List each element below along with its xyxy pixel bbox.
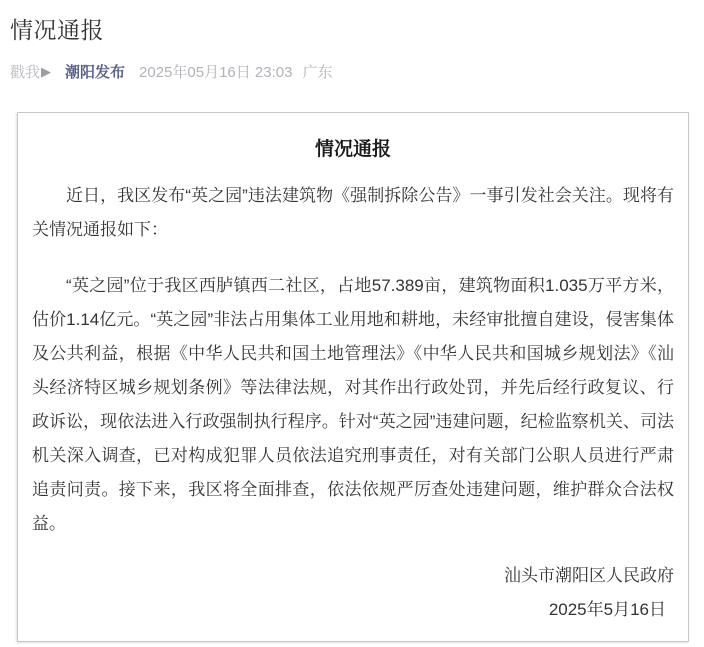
notice-paragraph-1: 近日，我区发布“英之园”违法建筑物《强制拆除公告》一事引发社会关注。现将有关情况通报如下： xyxy=(32,186,674,239)
page-title: 情况通报 xyxy=(10,17,104,43)
notice-paragraph-2: “英之园”位于我区西胪镇西二社区，占地57.389亩，建筑物面积1.035万平方米，估价1.14亿元。“英之园”非法占用集体工业用地和耕地，未经审批擅自建设，侵害集体及公共利益，根据《中华人民共和国土地管理法》《中华人民共和国城乡规划法》《汕头经济特区城乡规划条例》等法律法规，对其作出行政处罚，并先后经行政复议、行政诉讼，现依法进入行政强制执行程序。针对“英之园”违建问题，纪检监察机关、司法机关深入调查，已对构成犯罪人员依法追究刑事责任，对有关部门公职人员进行严肃追责问责。接下来，我区将全面排查，依法依规严厉查处违建问题，维护群众合法权益。 xyxy=(32,276,674,533)
poke-me-link[interactable] xyxy=(10,61,51,82)
post-meta xyxy=(10,61,704,82)
notice-card xyxy=(17,112,689,642)
post-timestamp: 2025年05月16日 23:03 xyxy=(139,64,293,81)
poke-me-label: 戳我 xyxy=(10,64,41,81)
play-icon: ▶ xyxy=(41,63,52,79)
signature-date: 2025年5月16日 xyxy=(548,600,666,619)
signature-issuer: 汕头市潮阳区人民政府 xyxy=(504,566,674,585)
author-link[interactable]: 潮阳发布 xyxy=(65,64,126,81)
notice-title: 情况通报 xyxy=(314,139,391,160)
post-region: 广东 xyxy=(302,64,333,81)
